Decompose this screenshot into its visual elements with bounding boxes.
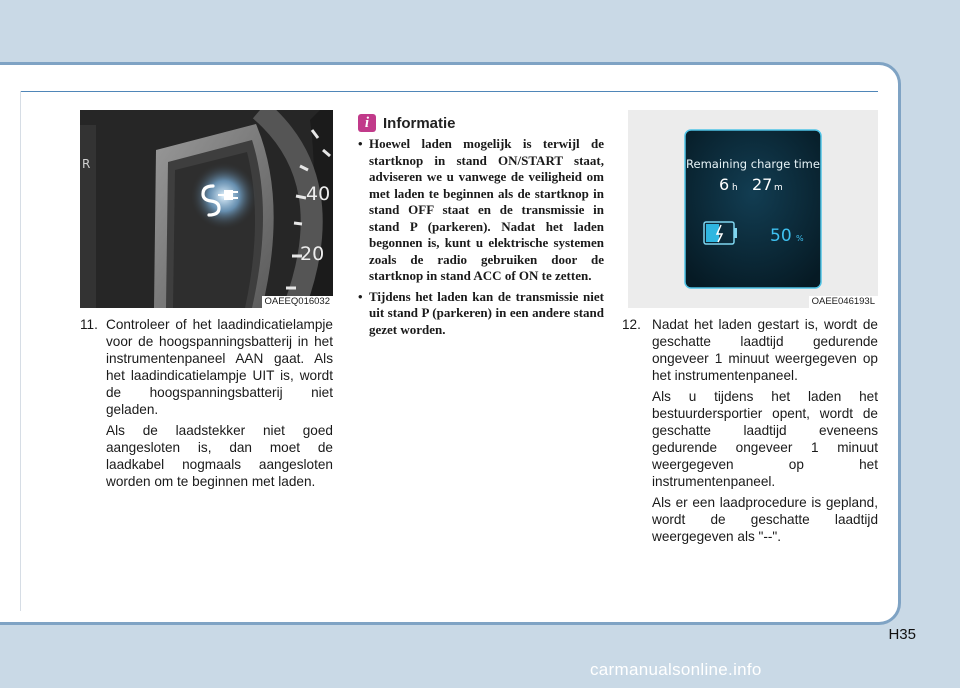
gear-indicator-label: R: [82, 157, 91, 171]
page-number: H35: [888, 626, 916, 643]
step-11: [80, 316, 333, 418]
step-number: 12.: [622, 317, 641, 332]
step-number: 11.: [80, 317, 98, 332]
charge-minutes: 27: [752, 175, 773, 194]
gauge-label-40: 40: [306, 183, 331, 205]
step-text: Controleer of het laadindicatielampje voor de hoogspanningsbatterij in het instrumentenpaneel AAN gaat. Als het laadindicatielampje UIT is, wordt de hoogspanningsbatterij niet geladen.: [106, 317, 333, 417]
left-column: [80, 316, 333, 490]
header-rule: [20, 91, 878, 92]
info-title: Informatie: [383, 114, 456, 132]
charge-display-figure: [628, 110, 878, 308]
charge-hours: 6: [719, 175, 730, 194]
dashboard-illustration: [80, 110, 333, 308]
info-bullet-text: Hoewel laden mogelijk is terwijl de startknop in stand ON/START staat, adviseren we u vanwege de veiligheid om met laden te beginnen als de startknop in stand OFF staat en de transmissie in stand P (parkeren). Nadat het laden begonnen is, kunt u elektrische systemen zoals de radio gebruiken door de startknop in stand ACC of ON te zetten.: [369, 136, 604, 283]
step-note: Als de laadstekker niet goed aangesloten is, dan moet de laadkabel nogmaals aangesloten worden om te beginnen met laden.: [106, 423, 333, 489]
figure-code: OAEEQ016032: [262, 296, 334, 308]
charge-title: Remaining charge time: [686, 157, 820, 171]
step-note: Als u tijdens het laden het bestuurdersportier opent, wordt de geschatte laadtijd eveneens gedurende ongeveer 1 minuut weergegeven op het instrumentenpaneel.: [652, 389, 878, 489]
figure-code: OAEE046193L: [809, 296, 878, 308]
charge-minutes-unit: m: [774, 183, 783, 193]
info-icon: i: [358, 114, 376, 132]
watermark: carmanualsonline.info: [590, 660, 762, 679]
step-note: Als er een laadprocedure is gepland, wordt de geschatte laadtijd weergegeven als "--".: [652, 495, 878, 544]
charge-hours-unit: h: [732, 183, 738, 193]
info-list: [358, 136, 604, 342]
info-bullet: [358, 289, 604, 339]
gauge-label-20: 20: [300, 243, 325, 265]
right-column: [622, 316, 878, 545]
step-text: Nadat het laden gestart is, wordt de geschatte laadtijd gedurende ongeveer 1 minuut weergegeven op het instrumentenpaneel.: [652, 317, 878, 383]
dashboard-figure: [80, 110, 333, 308]
info-bullet-text: Tijdens het laden kan de transmissie niet uit stand P (parkeren) in een andere stand gezet worden.: [369, 288, 604, 337]
charge-display-illustration: [628, 110, 878, 308]
charge-percent-unit: %: [796, 234, 804, 243]
bullet-marker: •: [358, 136, 363, 151]
step-12: [622, 316, 878, 384]
charge-percent: 50: [770, 226, 792, 246]
bullet-marker: •: [358, 288, 363, 304]
info-bullet: [358, 136, 604, 285]
margin-line: [20, 91, 21, 611]
info-heading: [358, 114, 456, 132]
